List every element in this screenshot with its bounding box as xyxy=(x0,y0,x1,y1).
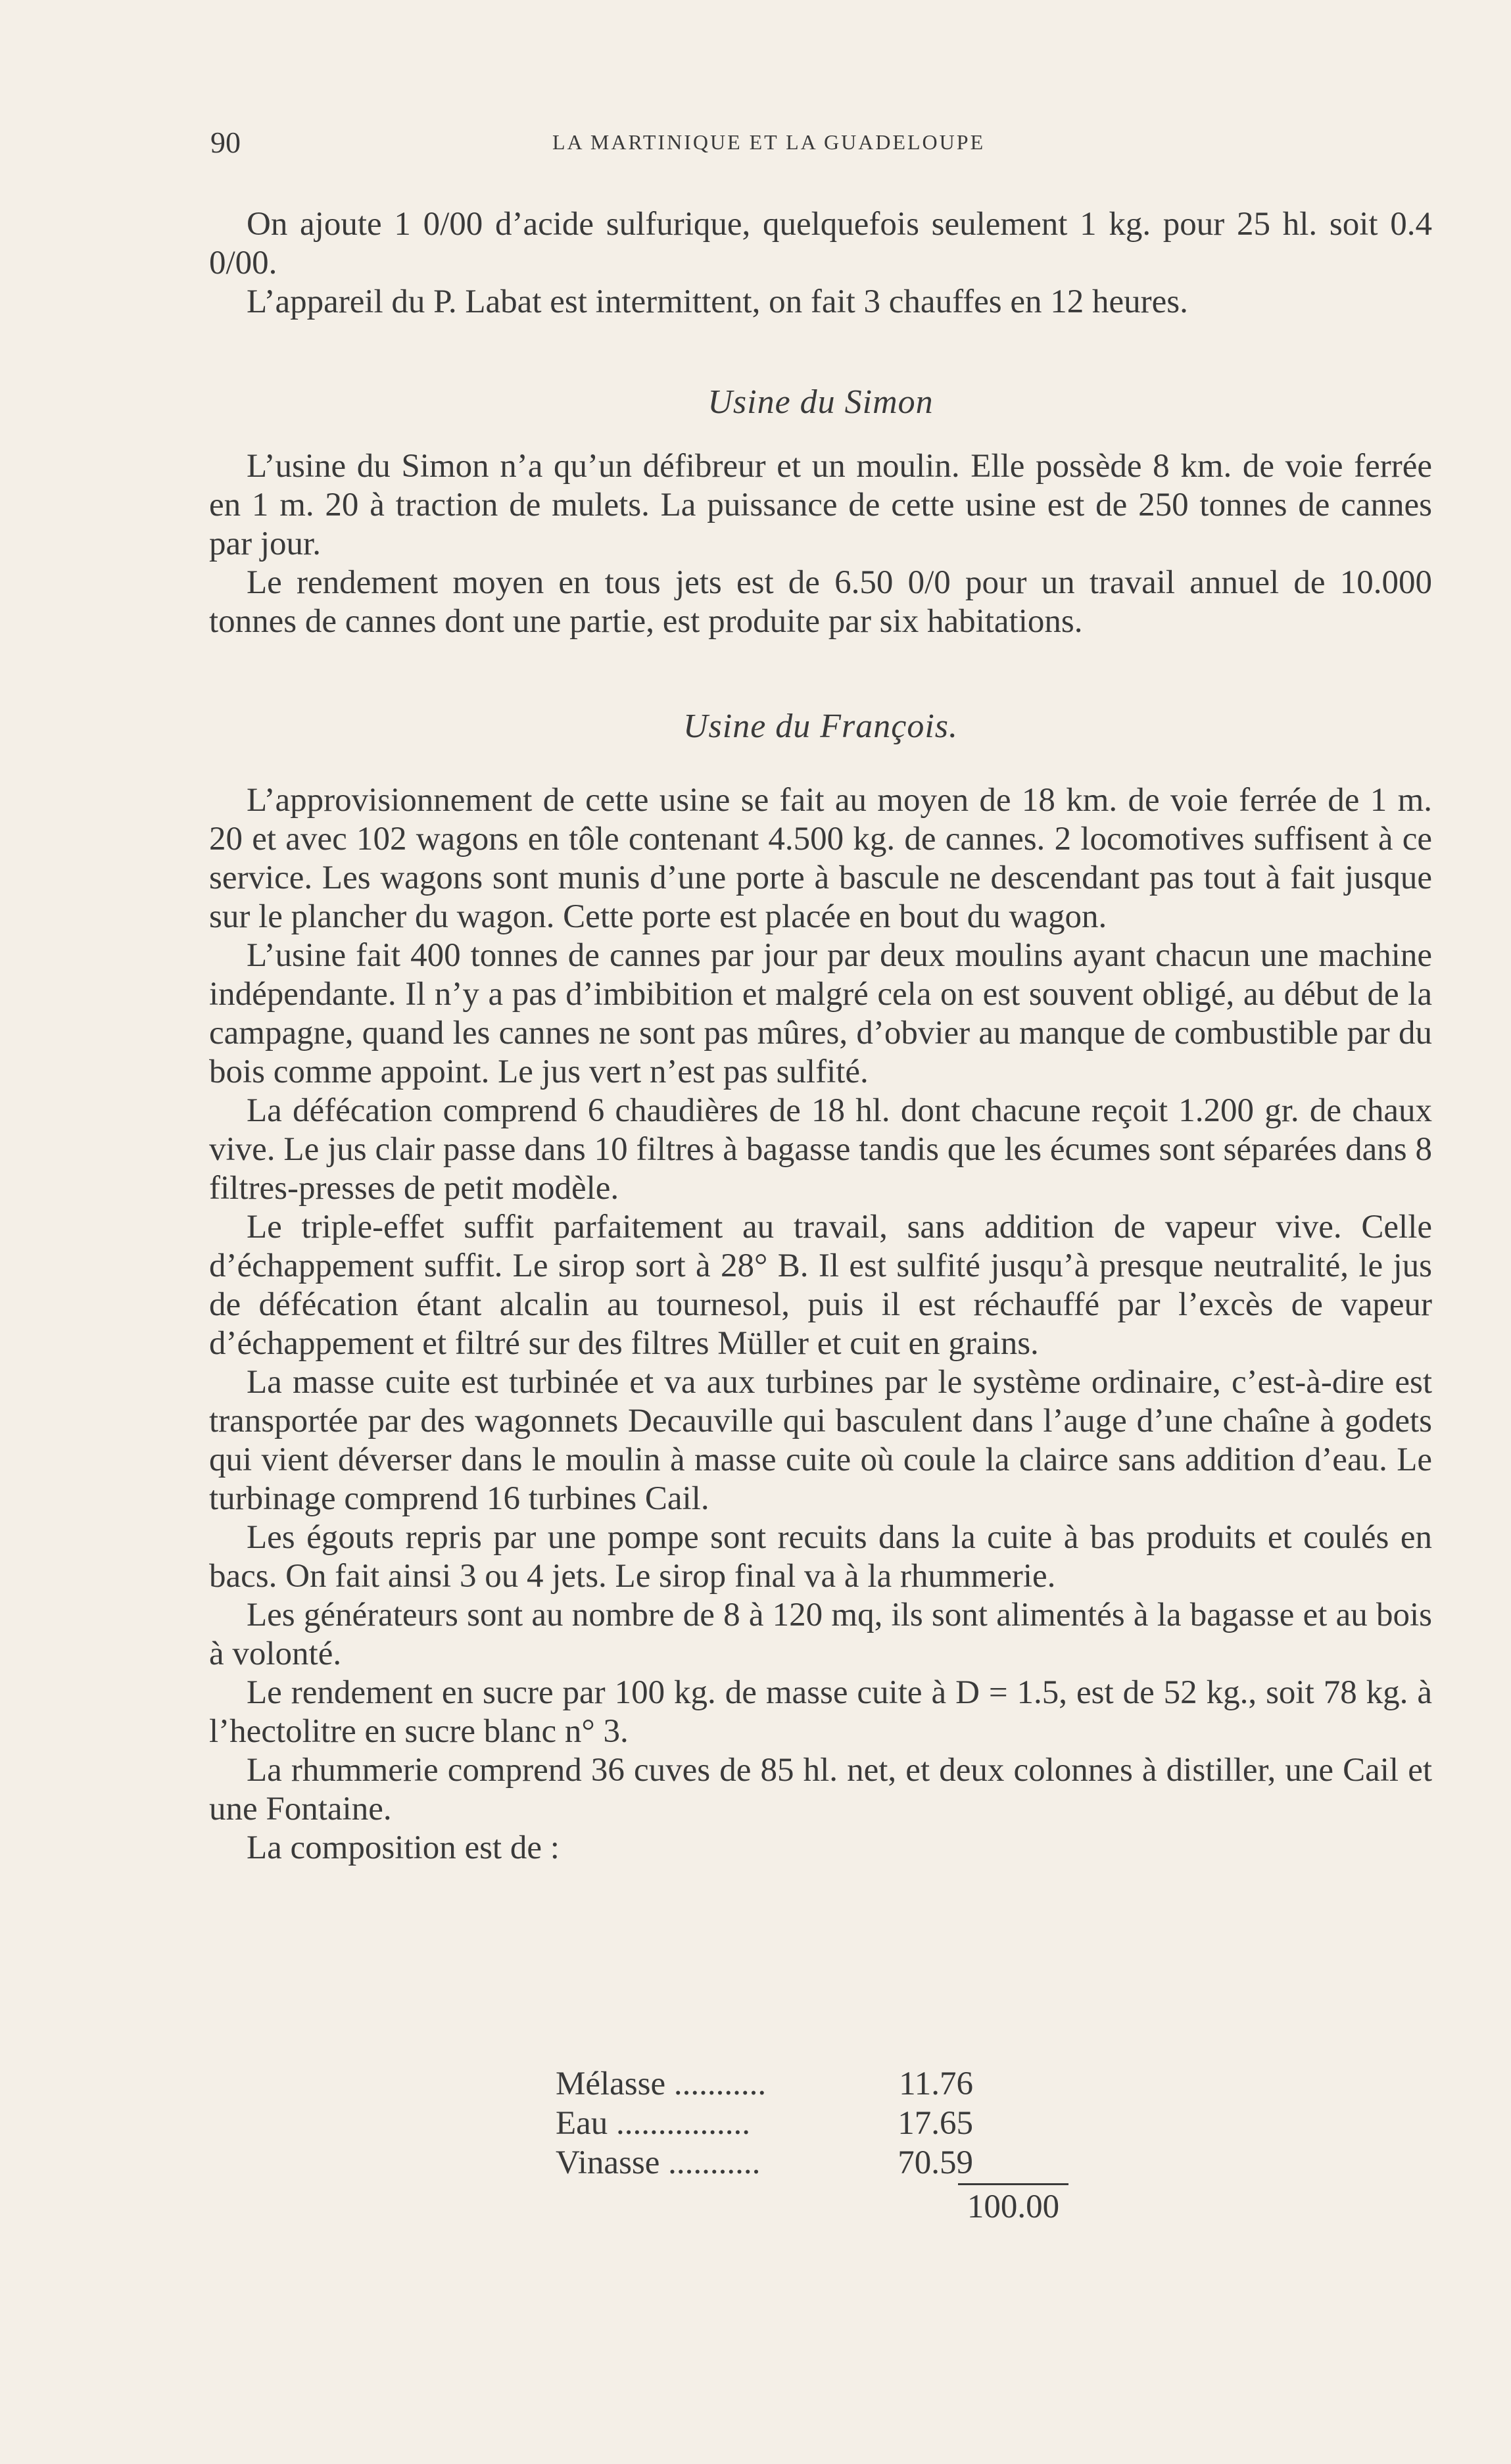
composition-row xyxy=(556,2104,1082,2144)
intro-paragraph-2: L’appareil du P. Labat est intermittent, on fait 3 chauffes en 12 heures. xyxy=(247,283,1188,320)
composition-label: Vinasse ........... xyxy=(556,2144,761,2181)
composition-value: 70.59 xyxy=(898,2144,973,2181)
simon-paragraph-1: L’usine du Simon n’a qu’un défibreur et un moulin. Elle possède 8 km. de voie ferrée en 1 m. 20 à traction de mulets. La puissance de cette usine est de 250 tonnes de cannes par jour. xyxy=(209,448,1432,562)
francois-paragraph: La masse cuite est turbinée et va aux turbines par le système ordinaire, c’est-à-dire est transportée par des wagonnets Decauville qui basculent dans l’auge d’une chaîne à godets qui vient déverser dans le moulin à masse cuite où coule la clairce sans addition d’eau. Le turbinage comprend 16 turbines Cail. xyxy=(209,1364,1432,1517)
composition-label: Mélasse ........... xyxy=(556,2065,767,2102)
francois-paragraph: L’usine fait 400 tonnes de cannes par jour par deux moulins ayant chacun une machine indépendante. Il n’y a pas d’imbibition et malgré cela on est souvent obligé, au début de la campagne, quand les cannes ne sont pas mûres, d’obvier au manque de combustible par du bois comme appoint. Le jus vert n’est pas sulfité. xyxy=(209,937,1432,1090)
section-title-francois: Usine du François. xyxy=(683,708,959,745)
francois-paragraph: Le rendement en sucre par 100 kg. de masse cuite à D = 1.5, est de 52 kg., soit 78 kg. à l’hectolitre en sucre blanc n° 3. xyxy=(209,1674,1432,1750)
francois-paragraph: La défécation comprend 6 chaudières de 18 hl. dont chacune reçoit 1.200 gr. de chaux vive. Le jus clair passe dans 10 filtres à bagasse tandis que les écumes sont séparées dans 8 filtres-presses de petit modèle. xyxy=(209,1092,1432,1207)
composition-row xyxy=(556,2144,1082,2183)
intro-block xyxy=(209,205,1432,322)
page-number: 90 xyxy=(210,126,241,159)
simon-paragraph-2: Le rendement moyen en tous jets est de 6.50 0/0 pour un travail annuel de 10.000 tonnes de cannes dont une partie, est produite par six habitations. xyxy=(209,564,1432,640)
composition-value: 11.76 xyxy=(899,2065,973,2102)
composition-table xyxy=(556,2065,1082,2225)
composition-value: 17.65 xyxy=(898,2105,973,2142)
page-header xyxy=(210,125,1433,164)
composition-label: Eau ................ xyxy=(556,2105,751,2142)
composition-total: 100.00 xyxy=(958,2183,1068,2226)
intro-paragraph-1: On ajoute 1 0/00 d’acide sulfurique, quelquefois seulement 1 kg. pour 25 hl. soit 0.4 0/00. xyxy=(209,206,1432,281)
francois-paragraph: Les générateurs sont au nombre de 8 à 120 mq, ils sont alimentés à la bagasse et au bois à volonté. xyxy=(209,1597,1432,1672)
running-head: LA MARTINIQUE ET LA GUADELOUPE xyxy=(552,130,986,154)
francois-paragraph: Le triple-effet suffit parfaitement au travail, sans addition de vapeur vive. Celle d’échappement suffit. Le sirop sort à 28° B. Il est sulfité jusqu’à presque neutralité, le jus de défécation étant alcalin au tournesol, puis il est réchauffé par l’excès de vapeur d’échappement et filtré sur des filtres Müller et cuit en grains. xyxy=(209,1209,1432,1362)
francois-paragraph: L’approvisionnement de cette usine se fait au moyen de 18 km. de voie ferrée de 1 m. 20 et avec 102 wagons en tôle contenant 4.500 kg. de cannes. 2 locomotives suffisent à ce service. Les wagons sont munis d’une porte à bascule ne descendant pas tout à fait jusque sur le plancher du wagon. Cette porte est placée en bout du wagon. xyxy=(209,782,1432,935)
composition-row xyxy=(556,2065,1082,2104)
francois-block xyxy=(209,781,1432,1868)
section-title-simon: Usine du Simon xyxy=(708,383,934,421)
francois-paragraph: La composition est de : xyxy=(247,1829,560,1866)
francois-paragraph: La rhummerie comprend 36 cuves de 85 hl. net, et deux colonnes à distiller, une Cail et une Fontaine. xyxy=(209,1752,1432,1827)
simon-block xyxy=(209,447,1432,641)
francois-paragraph: Les égouts repris par une pompe sont recuits dans la cuite à bas produits et coulés en bacs. On fait ainsi 3 ou 4 jets. Le sirop final va à la rhummerie. xyxy=(209,1519,1432,1595)
